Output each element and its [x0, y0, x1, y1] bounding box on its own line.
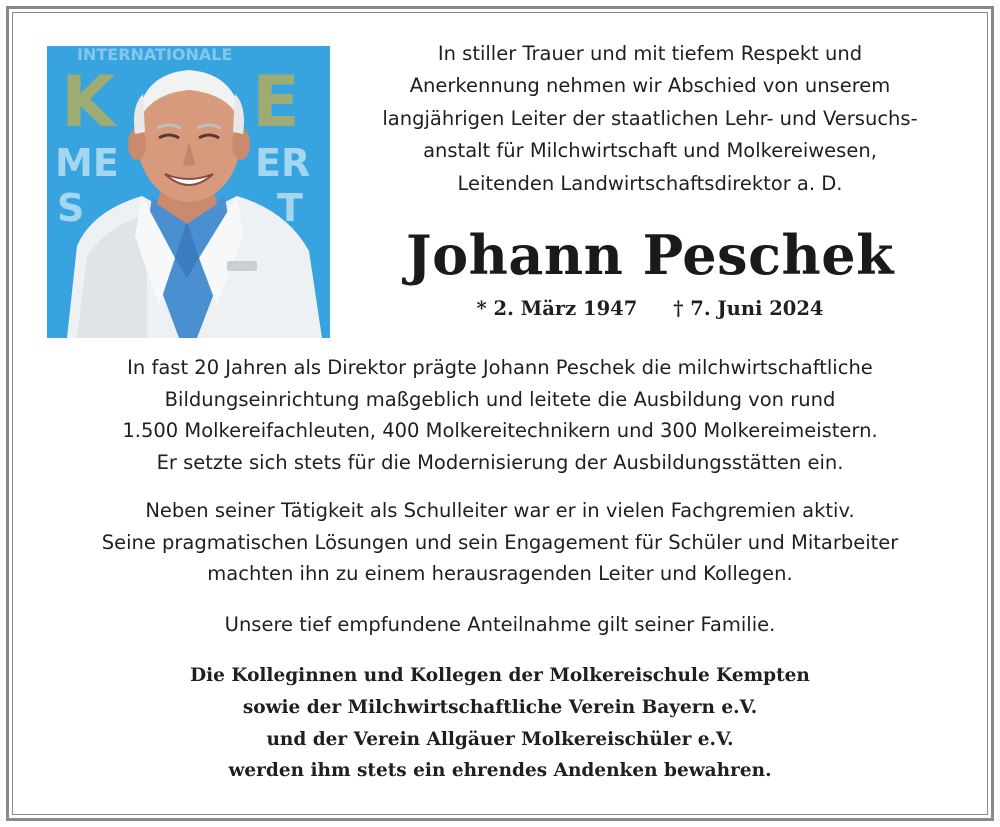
signature-line: sowie der Milchwirtschaftliche Verein Bayern e.V. [242, 696, 758, 718]
condolence-text [20, 609, 980, 641]
intro-line: langjährigen Leiter der staatlichen Lehr- und Versuchs- [382, 106, 918, 130]
svg-text:K: K [61, 61, 116, 143]
intro-text [345, 38, 955, 200]
signature-line: und der Verein Allgäuer Molkereischüler e.V. [266, 728, 734, 750]
paragraph-line: machten ihn zu einem herausragenden Leiter und Kollegen. [207, 562, 793, 585]
paragraph-line: Bildungseinrichtung maßgeblich und leitete die Ausbildung von rund [164, 387, 836, 411]
intro-line: anstalt für Milchwirtschaft und Molkereiwesen, [423, 139, 877, 163]
svg-text:S: S [57, 186, 85, 230]
intro-line: Anerkennung nehmen wir Abschied von unserem [409, 74, 891, 98]
tribute-paragraph-2 [20, 495, 980, 590]
svg-text:ME: ME [55, 141, 119, 185]
svg-text:INTERNATIONALE: INTERNATIONALE [77, 46, 233, 64]
svg-text:T: T [277, 186, 303, 230]
signature-line: Die Kolleginnen und Kollegen der Molkereischule Kempten [190, 665, 810, 686]
paragraph-line: Neben seiner Tätigkeit als Schulleiter war er in vielen Fachgremien aktiv. [145, 499, 855, 522]
birth-date: * 2. März 1947 [476, 297, 638, 320]
portrait-photo [47, 46, 330, 338]
svg-text:E: E [252, 61, 300, 143]
paragraph-line: Unsere tief empfundene Anteilnahme gilt seiner Familie. [224, 613, 776, 636]
signature-line: werden ihm stets ein ehrendes Andenken bewahren. [228, 760, 772, 782]
deceased-name: Johann Peschek [406, 223, 894, 287]
paragraph-line: Seine pragmatischen Lösungen und sein Engagement für Schüler und Mitarbeiter [101, 530, 899, 554]
intro-line: Leitenden Landwirtschaftsdirektor a. D. [457, 171, 843, 195]
death-date: † 7. Juni 2024 [673, 297, 824, 320]
paragraph-line: In fast 20 Jahren als Direktor prägte Johann Peschek die milchwirtschaftliche [127, 356, 873, 379]
life-dates [345, 294, 955, 324]
svg-text:ER: ER [255, 141, 311, 185]
tribute-paragraph-1 [20, 352, 980, 478]
signature-block [20, 660, 980, 787]
paragraph-line: 1.500 Molkereifachleuten, 400 Molkereitechnikern und 300 Molkereimeistern. [122, 419, 878, 442]
intro-line: In stiller Trauer und mit tiefem Respekt und [437, 42, 863, 65]
paragraph-line: Er setzte sich stets für die Modernisierung der Ausbildungsstätten ein. [156, 450, 844, 474]
